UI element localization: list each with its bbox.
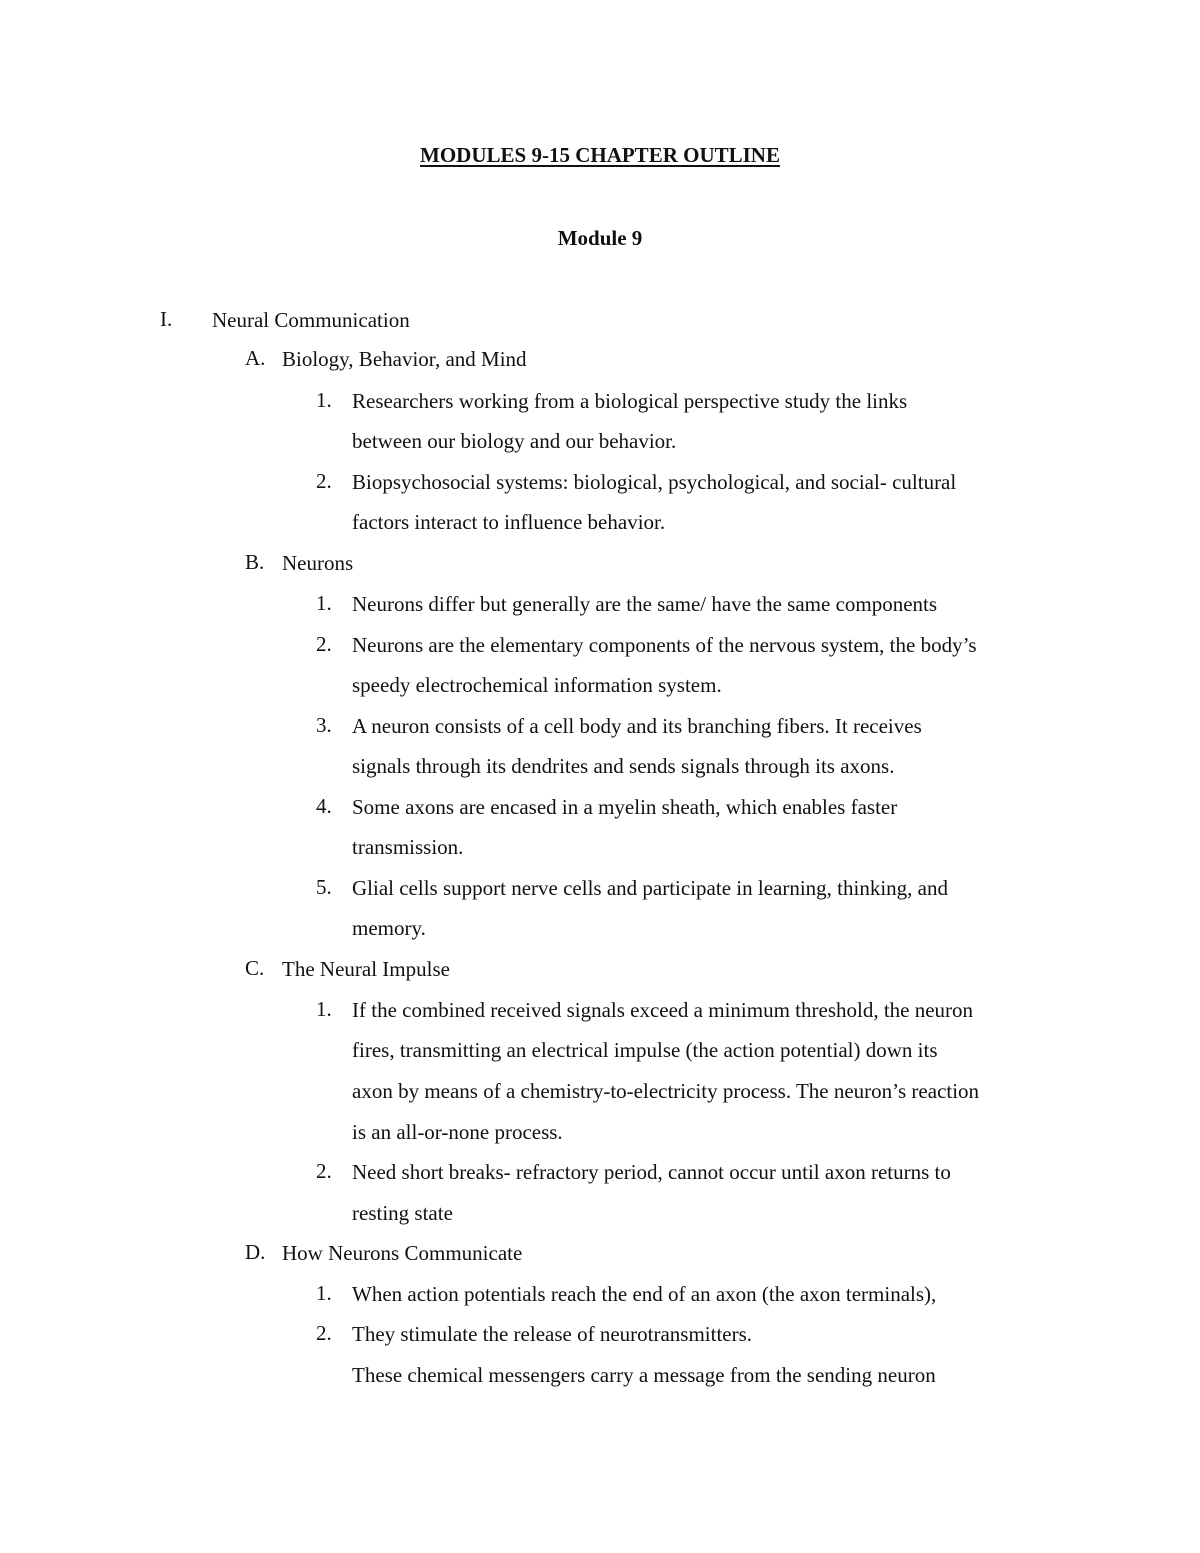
- subsection-marker: B.: [245, 550, 265, 574]
- item-text-line: memory.: [352, 916, 426, 940]
- item-number: 1.: [316, 591, 332, 615]
- subsection-heading: Neurons: [282, 551, 354, 575]
- item-number: 1.: [316, 388, 332, 412]
- item-text-line: axon by means of a chemistry-to-electricity process. The neuron’s reaction: [352, 1079, 980, 1103]
- item-number: 5.: [316, 875, 332, 899]
- item-number: 1.: [316, 1281, 332, 1305]
- item-number: 4.: [316, 794, 332, 818]
- module-heading: Module 9: [557, 226, 643, 250]
- item-text-line: Need short breaks- refractory period, cannot occur until axon returns to: [352, 1160, 951, 1184]
- subsection-marker: A.: [245, 346, 266, 370]
- item-text-line: transmission.: [352, 835, 464, 859]
- item-text-line: factors interact to influence behavior.: [352, 510, 666, 534]
- item-text-line: Researchers working from a biological perspective study the links: [352, 389, 908, 413]
- item-text-line: Some axons are encased in a myelin sheath, which enables faster: [352, 795, 898, 819]
- subsection-marker: C.: [245, 956, 265, 980]
- item-text-line: Glial cells support nerve cells and participate in learning, thinking, and: [352, 876, 948, 900]
- item-number: 2.: [316, 632, 332, 656]
- document-title: MODULES 9-15 CHAPTER OUTLINE: [420, 143, 780, 167]
- item-text-line: fires, transmitting an electrical impulse (the action potential) down its: [352, 1038, 938, 1062]
- item-number: 2.: [316, 469, 332, 493]
- subsection-heading: The Neural Impulse: [282, 957, 450, 981]
- subsection-heading: Biology, Behavior, and Mind: [282, 347, 527, 371]
- item-number: 2.: [316, 1321, 332, 1345]
- item-number: 1.: [316, 997, 332, 1021]
- section-heading: Neural Communication: [212, 308, 410, 332]
- item-text-line: Biopsychosocial systems: biological, psychological, and social- cultural: [352, 470, 957, 494]
- item-number: 3.: [316, 713, 332, 737]
- subsection-heading: How Neurons Communicate: [282, 1241, 523, 1265]
- item-text-line: signals through its dendrites and sends signals through its axons.: [352, 754, 895, 778]
- item-text-line: resting state: [352, 1201, 453, 1225]
- item-text-line: speedy electrochemical information system.: [352, 673, 722, 697]
- item-text-line: When action potentials reach the end of an axon (the axon terminals),: [352, 1282, 937, 1306]
- item-text-line: They stimulate the release of neurotransmitters.: [352, 1322, 753, 1346]
- item-number: 2.: [316, 1159, 332, 1183]
- section-marker: I.: [160, 307, 173, 331]
- item-text-line: between our biology and our behavior.: [352, 429, 677, 453]
- item-text-line: Neurons differ but generally are the same/ have the same components: [352, 592, 938, 616]
- subsection-marker: D.: [245, 1240, 266, 1264]
- item-text-line: A neuron consists of a cell body and its branching fibers. It receives: [352, 714, 922, 738]
- item-text-line: Neurons are the elementary components of the nervous system, the body’s: [352, 633, 977, 657]
- item-text-line: These chemical messengers carry a message from the sending neuron: [352, 1363, 936, 1387]
- item-text-line: is an all-or-none process.: [352, 1120, 563, 1144]
- item-text-line: If the combined received signals exceed a minimum threshold, the neuron: [352, 998, 974, 1022]
